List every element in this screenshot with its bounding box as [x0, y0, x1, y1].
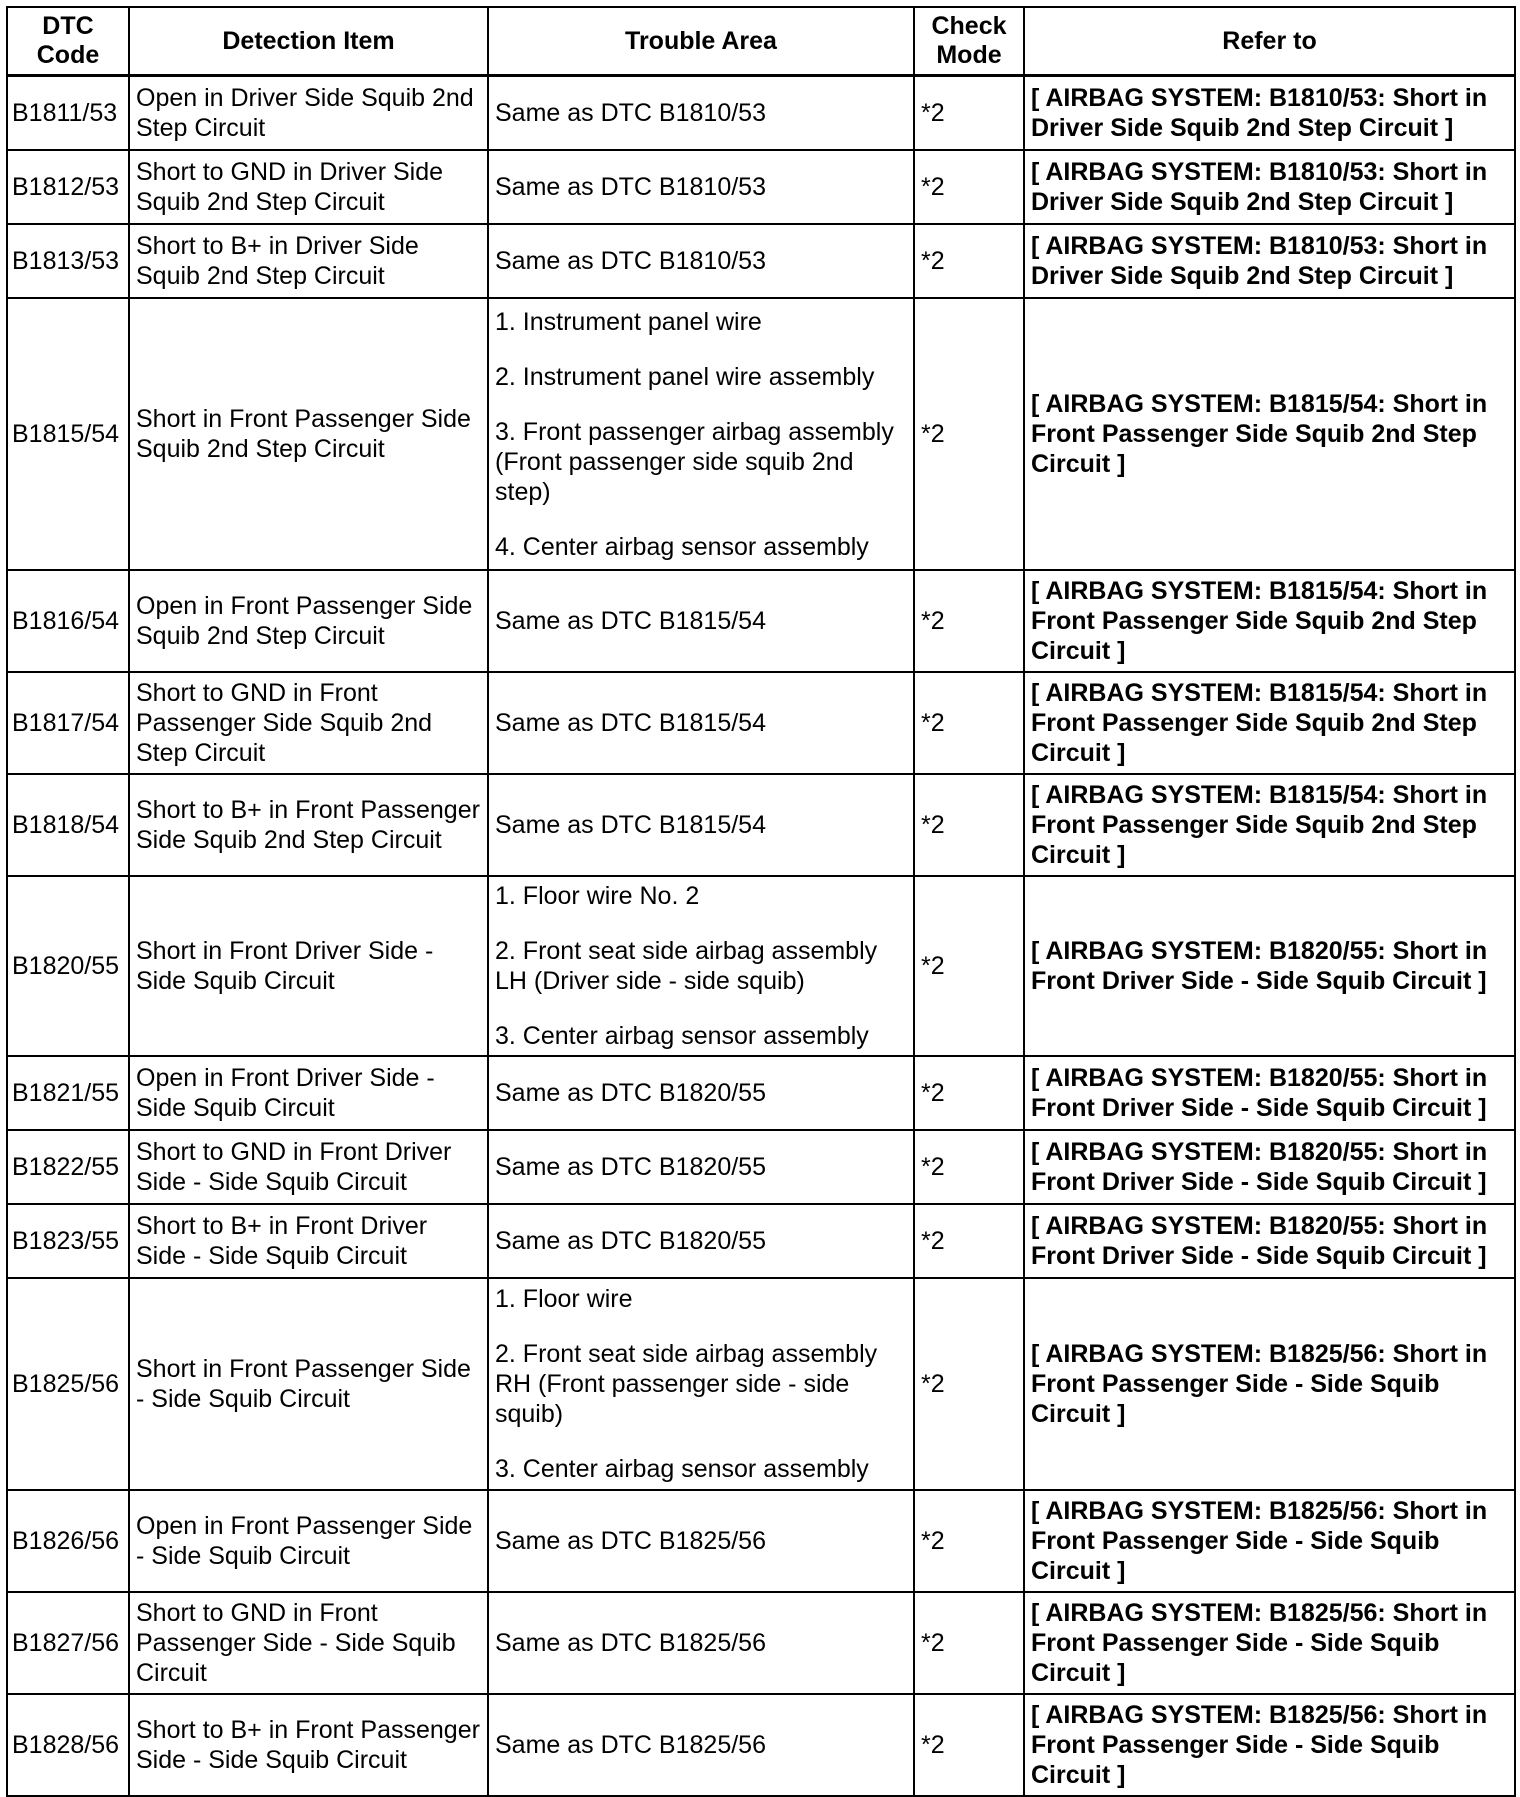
dtc-code-cell: B1823/55 — [7, 1204, 129, 1278]
dtc-code-cell: B1818/54 — [7, 774, 129, 876]
trouble-area-item: 2. Instrument panel wire assembly — [495, 362, 875, 391]
table-row — [7, 1592, 1515, 1694]
table-row — [7, 150, 1515, 224]
detection-item-cell: Open in Front Passenger Side Squib 2nd Step Circuit — [129, 570, 488, 672]
check-mode-cell: *2 — [914, 76, 1024, 151]
trouble-area-cell — [488, 1278, 914, 1490]
refer-to-link[interactable]: [ AIRBAG SYSTEM: B1820/55: Short in Front Driver Side - Side Squib Circuit ] — [1024, 1056, 1515, 1130]
dtc-code-cell: B1817/54 — [7, 672, 129, 774]
header-check-mode: Check Mode — [914, 7, 1024, 76]
refer-to-link[interactable]: [ AIRBAG SYSTEM: B1810/53: Short in Driver Side Squib 2nd Step Circuit ] — [1024, 224, 1515, 298]
detection-item-cell: Short to GND in Driver Side Squib 2nd Step Circuit — [129, 150, 488, 224]
table-row — [7, 774, 1515, 876]
check-mode-cell: *2 — [914, 1056, 1024, 1130]
check-mode-cell: *2 — [914, 1204, 1024, 1278]
refer-to-link[interactable]: [ AIRBAG SYSTEM: B1810/53: Short in Driver Side Squib 2nd Step Circuit ] — [1024, 76, 1515, 151]
trouble-area-cell: Same as DTC B1820/55 — [488, 1130, 914, 1204]
detection-item-cell: Short to GND in Front Passenger Side - Side Squib Circuit — [129, 1592, 488, 1694]
trouble-area-cell: Same as DTC B1820/55 — [488, 1056, 914, 1130]
table-row — [7, 570, 1515, 672]
detection-item-cell: Short to B+ in Front Passenger Side Squib 2nd Step Circuit — [129, 774, 488, 876]
dtc-table — [6, 6, 1516, 1797]
trouble-area-item: 4. Center airbag sensor assembly — [495, 532, 869, 561]
trouble-area-item: 3. Center airbag sensor assembly — [495, 1022, 869, 1050]
table-row — [7, 298, 1515, 570]
detection-item-cell: Open in Driver Side Squib 2nd Step Circuit — [129, 76, 488, 151]
refer-to-link[interactable]: [ AIRBAG SYSTEM: B1815/54: Short in Front Passenger Side Squib 2nd Step Circuit ] — [1024, 570, 1515, 672]
refer-to-link[interactable]: [ AIRBAG SYSTEM: B1815/54: Short in Front Passenger Side Squib 2nd Step Circuit ] — [1024, 774, 1515, 876]
refer-to-link[interactable]: [ AIRBAG SYSTEM: B1820/55: Short in Front Driver Side - Side Squib Circuit ] — [1024, 876, 1515, 1056]
check-mode-cell: *2 — [914, 224, 1024, 298]
detection-item-cell: Short in Front Passenger Side - Side Squib Circuit — [129, 1278, 488, 1490]
check-mode-cell: *2 — [914, 570, 1024, 672]
trouble-area-cell: Same as DTC B1815/54 — [488, 774, 914, 876]
trouble-area-cell — [488, 298, 914, 570]
table-row — [7, 672, 1515, 774]
trouble-area-item: 2. Front seat side airbag assembly RH (Front passenger side - side squib) — [495, 1340, 878, 1428]
table-header — [7, 7, 1515, 76]
detection-item-cell: Short to GND in Front Passenger Side Squib 2nd Step Circuit — [129, 672, 488, 774]
detection-item-cell: Short to B+ in Front Passenger Side - Side Squib Circuit — [129, 1694, 488, 1796]
detection-item-cell: Short to GND in Front Driver Side - Side Squib Circuit — [129, 1130, 488, 1204]
header-row — [7, 7, 1515, 76]
dtc-code-cell: B1815/54 — [7, 298, 129, 570]
trouble-area-cell: Same as DTC B1810/53 — [488, 76, 914, 151]
check-mode-cell: *2 — [914, 672, 1024, 774]
trouble-area-item: 1. Instrument panel wire — [495, 307, 762, 336]
check-mode-cell: *2 — [914, 774, 1024, 876]
dtc-code-cell: B1820/55 — [7, 876, 129, 1056]
refer-to-link[interactable]: [ AIRBAG SYSTEM: B1825/56: Short in Front Passenger Side - Side Squib Circuit ] — [1024, 1278, 1515, 1490]
dtc-code-cell: B1811/53 — [7, 76, 129, 151]
header-refer-to: Refer to — [1024, 7, 1515, 76]
check-mode-cell: *2 — [914, 876, 1024, 1056]
trouble-area-item: 1. Floor wire — [495, 1285, 633, 1313]
table-row — [7, 1056, 1515, 1130]
trouble-area-cell — [488, 876, 914, 1056]
trouble-area-cell: Same as DTC B1810/53 — [488, 224, 914, 298]
detection-item-cell: Short to B+ in Front Driver Side - Side Squib Circuit — [129, 1204, 488, 1278]
dtc-code-cell: B1828/56 — [7, 1694, 129, 1796]
check-mode-cell: *2 — [914, 1130, 1024, 1204]
detection-item-cell: Short in Front Driver Side - Side Squib Circuit — [129, 876, 488, 1056]
trouble-area-cell: Same as DTC B1820/55 — [488, 1204, 914, 1278]
refer-to-link[interactable]: [ AIRBAG SYSTEM: B1825/56: Short in Front Passenger Side - Side Squib Circuit ] — [1024, 1592, 1515, 1694]
table-row — [7, 1204, 1515, 1278]
trouble-area-cell: Same as DTC B1825/56 — [488, 1490, 914, 1592]
refer-to-link[interactable]: [ AIRBAG SYSTEM: B1820/55: Short in Front Driver Side - Side Squib Circuit ] — [1024, 1204, 1515, 1278]
detection-item-cell: Short to B+ in Driver Side Squib 2nd Step Circuit — [129, 224, 488, 298]
trouble-area-cell: Same as DTC B1825/56 — [488, 1694, 914, 1796]
check-mode-cell: *2 — [914, 1278, 1024, 1490]
trouble-area-item: 2. Front seat side airbag assembly LH (Driver side - side squib) — [495, 937, 878, 995]
trouble-area-cell: Same as DTC B1815/54 — [488, 672, 914, 774]
table-row — [7, 1278, 1515, 1490]
refer-to-link[interactable]: [ AIRBAG SYSTEM: B1815/54: Short in Front Passenger Side Squib 2nd Step Circuit ] — [1024, 672, 1515, 774]
header-detection-item: Detection Item — [129, 7, 488, 76]
check-mode-cell: *2 — [914, 1694, 1024, 1796]
refer-to-link[interactable]: [ AIRBAG SYSTEM: B1820/55: Short in Front Driver Side - Side Squib Circuit ] — [1024, 1130, 1515, 1204]
detection-item-cell: Open in Front Driver Side - Side Squib Circuit — [129, 1056, 488, 1130]
table-row — [7, 876, 1515, 1056]
table-row — [7, 76, 1515, 151]
table-body — [7, 76, 1515, 1797]
dtc-code-cell: B1816/54 — [7, 570, 129, 672]
table-row — [7, 224, 1515, 298]
dtc-code-cell: B1812/53 — [7, 150, 129, 224]
dtc-code-cell: B1813/53 — [7, 224, 129, 298]
check-mode-cell: *2 — [914, 150, 1024, 224]
dtc-code-cell: B1826/56 — [7, 1490, 129, 1592]
trouble-area-item: 1. Floor wire No. 2 — [495, 882, 700, 910]
table-row — [7, 1694, 1515, 1796]
detection-item-cell: Short in Front Passenger Side Squib 2nd Step Circuit — [129, 298, 488, 570]
header-trouble-area: Trouble Area — [488, 7, 914, 76]
dtc-code-cell: B1827/56 — [7, 1592, 129, 1694]
dtc-code-cell: B1825/56 — [7, 1278, 129, 1490]
dtc-table-container — [6, 6, 1516, 1797]
header-dtc-code: DTC Code — [7, 7, 129, 76]
table-row — [7, 1130, 1515, 1204]
trouble-area-cell: Same as DTC B1825/56 — [488, 1592, 914, 1694]
refer-to-link[interactable]: [ AIRBAG SYSTEM: B1810/53: Short in Driver Side Squib 2nd Step Circuit ] — [1024, 150, 1515, 224]
check-mode-cell: *2 — [914, 1490, 1024, 1592]
refer-to-link[interactable]: [ AIRBAG SYSTEM: B1825/56: Short in Front Passenger Side - Side Squib Circuit ] — [1024, 1490, 1515, 1592]
dtc-code-cell: B1821/55 — [7, 1056, 129, 1130]
trouble-area-cell: Same as DTC B1810/53 — [488, 150, 914, 224]
trouble-area-item: 3. Center airbag sensor assembly — [495, 1455, 869, 1483]
trouble-area-item: 3. Front passenger airbag assembly (Front passenger side squib 2nd step) — [495, 417, 894, 506]
trouble-area-cell: Same as DTC B1815/54 — [488, 570, 914, 672]
refer-to-link[interactable]: [ AIRBAG SYSTEM: B1825/56: Short in Front Passenger Side - Side Squib Circuit ] — [1024, 1694, 1515, 1796]
check-mode-cell: *2 — [914, 1592, 1024, 1694]
refer-to-link[interactable]: [ AIRBAG SYSTEM: B1815/54: Short in Front Passenger Side Squib 2nd Step Circuit ] — [1024, 298, 1515, 570]
detection-item-cell: Open in Front Passenger Side - Side Squib Circuit — [129, 1490, 488, 1592]
table-row — [7, 1490, 1515, 1592]
dtc-code-cell: B1822/55 — [7, 1130, 129, 1204]
check-mode-cell: *2 — [914, 298, 1024, 570]
